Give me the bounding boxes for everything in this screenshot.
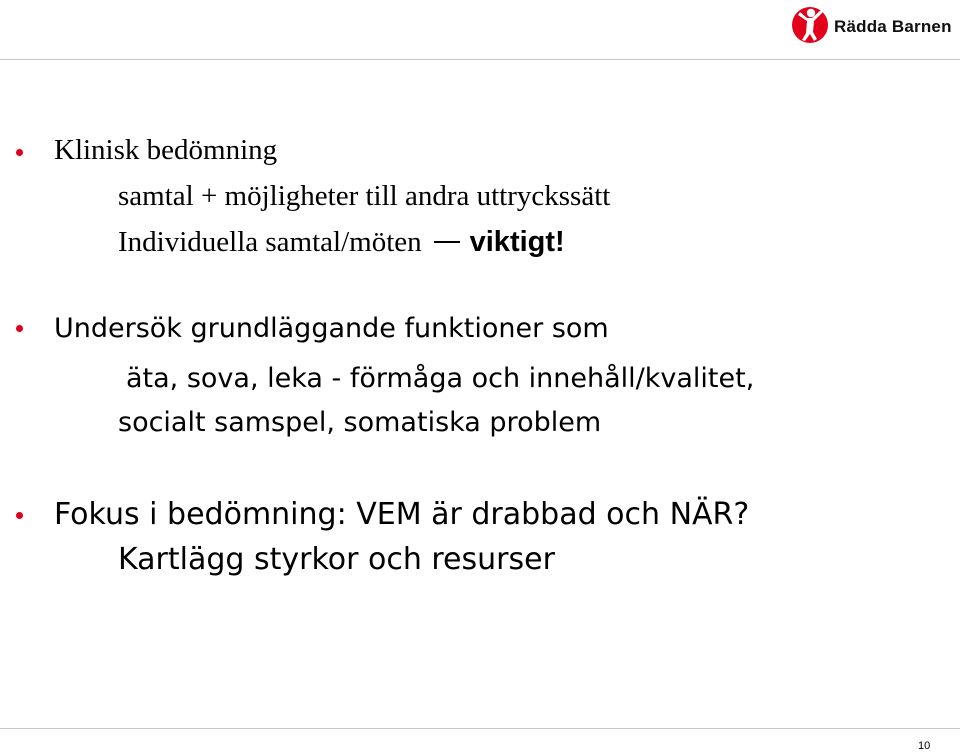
emphasis-text: viktigt! bbox=[469, 226, 565, 258]
rädda-barnen-logo bbox=[790, 3, 955, 49]
bullet-2-line-2: socialt samspel, somatiska problem bbox=[118, 407, 602, 438]
bullet-3-title: Fokus i bedömning: VEM är drabbad och NÄR? bbox=[54, 497, 750, 532]
bullet-1-title: Klinisk bedömning bbox=[54, 134, 278, 166]
bullet-2-line-1: äta, sova, leka - förmåga och innehåll/kvalitet, bbox=[126, 363, 755, 394]
header-divider bbox=[0, 59, 960, 60]
bullet-1-line-2-text: Individuella samtal/möten bbox=[118, 226, 422, 258]
page-number: 10 bbox=[918, 740, 931, 752]
footer-divider bbox=[0, 728, 960, 729]
bullet-1-line-1: samtal + möjligheter till andra uttryckssätt bbox=[118, 180, 611, 212]
bullet-2-marker bbox=[16, 325, 23, 332]
bullet-1-line-2 bbox=[118, 226, 565, 259]
logo-text: Rädda Barnen bbox=[834, 17, 952, 36]
bullet-3-marker bbox=[16, 512, 23, 519]
bullet-1-marker bbox=[16, 149, 23, 156]
bullet-3-line-1: Kartlägg styrkor och resurser bbox=[118, 542, 555, 577]
child-figure-icon bbox=[790, 3, 832, 49]
bullet-2-title: Undersök grundläggande funktioner som bbox=[54, 313, 609, 344]
dash-divider bbox=[434, 241, 460, 243]
